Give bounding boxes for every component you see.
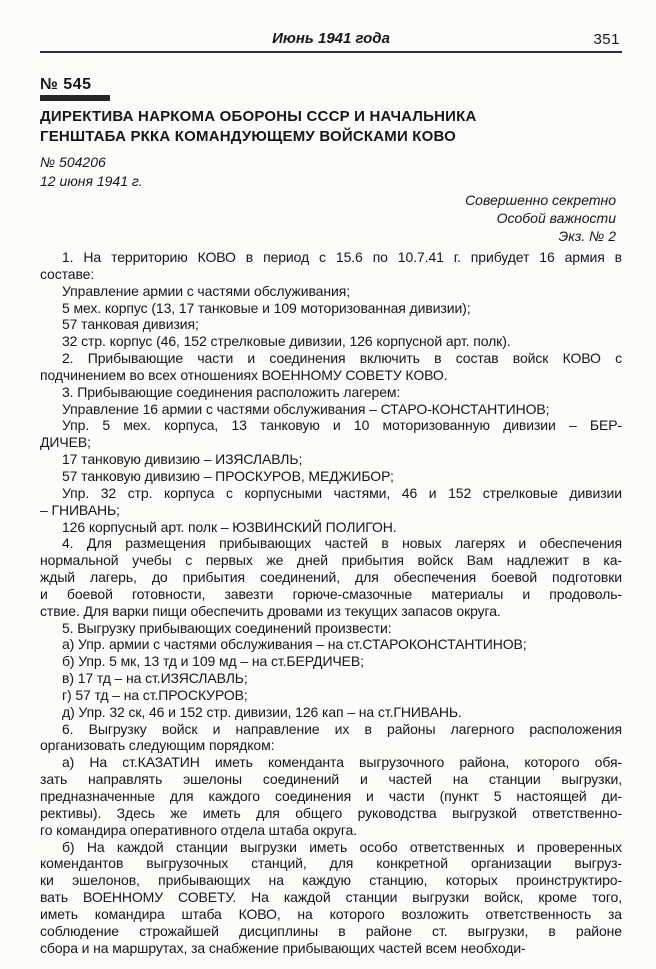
text-line: б) Упр. 5 мк, 13 тд и 109 мд – на ст.БЕРДИЧЕВ;	[62, 653, 364, 670]
text-line: 4. Для размещения прибывающих частей в новых лагерях и обеспечения	[62, 535, 622, 552]
text-line: 6. Выгрузку войск и направление их в районы лагерного расположения	[62, 720, 622, 737]
paragraph	[40, 350, 622, 384]
text-line: в) 17 тд – на ст.ИЗЯСЛАВЛЬ;	[62, 670, 248, 687]
text-line: го командира оперативного отдела штаба округа.	[40, 821, 358, 838]
paragraph	[40, 687, 622, 704]
doc-number-text: № 545	[40, 76, 92, 93]
paragraph	[40, 401, 622, 418]
classification-block	[40, 191, 622, 245]
text-line: ки эшелонов, прибывающих на каждую станцию, которых проинструктиро-	[40, 872, 622, 889]
header-rule	[40, 51, 622, 53]
text-line: 3. Прибывающие соединения расположить лагерем:	[62, 383, 401, 400]
doc-number-underline	[40, 95, 110, 101]
paragraph	[40, 485, 622, 519]
text-line: Особой важности	[496, 210, 616, 226]
document-body	[40, 249, 622, 956]
text-line: Упр. 5 мех. корпуса, 13 танковую и 10 моторизованную дивизии – БЕР-	[62, 417, 622, 434]
paragraph	[40, 535, 622, 619]
text-line: 2. Прибывающие части и соединения включить в состав войск КОВО с	[62, 350, 622, 367]
paragraph	[40, 620, 622, 637]
text-line: 1. На территорию КОВО в период с 15.6 по 10.7.41 г. прибудет 16 армия в	[62, 249, 622, 265]
text-line: ствие. Для варки пищи обеспечить дровами из текущих запасов округа.	[40, 602, 501, 619]
text-line: комендантов выгрузочных станций, для конкретной организации выгруз-	[40, 855, 622, 872]
doc-number	[40, 77, 622, 101]
text-line: иметь командира штаба КОВО, на которого возложить ответственность за	[40, 905, 622, 922]
text-line: рективы). Здесь же иметь для общего руководства выгрузкой ответственно-	[40, 804, 622, 821]
paragraph	[40, 249, 622, 283]
text-line: подчинением во всех отношениях ВОЕННОМУ СОВЕТУ КОВО.	[40, 366, 448, 383]
text-line: ждый лагерь, до прибытия соединений, для обеспечения боевой подготовки	[40, 569, 622, 586]
text-line: 17 танковую дивизию – ИЗЯСЛАВЛЬ;	[62, 451, 303, 468]
paragraph	[40, 468, 622, 485]
text-line: 57 танковую дивизию – ПРОСКУРОВ, МЕДЖИБОР;	[62, 467, 394, 484]
paragraph	[40, 316, 622, 333]
text-line: сбора и на маршрутах, за снабжение прибывающих частей всем необходи-	[40, 939, 526, 956]
text-line: 57 танковая дивизия;	[62, 316, 199, 333]
text-line: нормальной учебы с первых же дней прибытия войск Вам надлежит в ка-	[40, 552, 622, 569]
running-header	[40, 30, 622, 49]
text-line: предназначенные для каждого соединения и части (пункт 5 настоящей ди-	[40, 788, 622, 804]
text-line: организовать следующим порядком:	[40, 737, 275, 754]
paragraph	[40, 283, 622, 300]
text-line: Совершенно секретно	[465, 192, 616, 208]
text-line: Управление армии с частями обслуживания;	[62, 282, 350, 299]
text-line: вать ВОЕННОМУ СОВЕТУ. На каждой станции выгрузки войск, кроме того,	[40, 889, 622, 906]
paragraph	[40, 451, 622, 468]
paragraph	[40, 704, 622, 721]
paragraph	[40, 333, 622, 350]
paragraph	[40, 839, 622, 957]
text-line: зать направлять эшелоны соединений и частей на станции выгрузки,	[40, 771, 622, 788]
paragraph	[40, 384, 622, 401]
text-line: соблюдение строжайшей дисциплины в районе ст. выгрузки, в районе	[40, 922, 622, 939]
text-line: – ГНИВАНЬ;	[40, 501, 120, 518]
text-line: ДИЧЕВ;	[40, 434, 91, 451]
text-line: Управление 16 армии с частями обслуживания – СТАРО-КОНСТАНТИНОВ;	[62, 400, 550, 417]
doc-title	[40, 107, 622, 147]
paragraph	[40, 636, 622, 653]
text-line: 5. Выгрузку прибывающих соединений произвести:	[62, 619, 392, 636]
text-line: Упр. 32 стр. корпуса с корпусными частями, 46 и 152 стрелковые дивизии	[62, 484, 622, 501]
text-line: б) На каждой станции выгрузки иметь особо ответственных и проверенных	[62, 838, 622, 855]
paragraph	[40, 721, 622, 755]
text-line: г) 57 тд – на ст.ПРОСКУРОВ;	[62, 686, 248, 703]
page-number: 351	[593, 31, 620, 48]
text-line: и боевой готовности, завезти горюче-смазочные материалы и продоволь-	[40, 585, 622, 602]
text-line: ДИРЕКТИВА НАРКОМА ОБОРОНЫ СССР И НАЧАЛЬНИКА	[40, 108, 477, 125]
text-line: Экз. № 2	[558, 228, 616, 244]
paragraph	[40, 519, 622, 536]
text-line: а) Упр. армии с частями обслуживания – на ст.СТАРОКОНСТАНТИНОВ;	[62, 636, 527, 653]
text-line: ГЕНШТАБА РККА КОМАНДУЮЩЕМУ ВОЙСКАМИ КОВО	[40, 128, 457, 145]
text-line: составе:	[40, 265, 95, 282]
paragraph	[40, 300, 622, 317]
running-header-title: Июнь 1941 года	[272, 30, 390, 47]
text-line: а) На ст.КАЗАТИН иметь коменданта выгрузочного района, которого обя-	[62, 754, 622, 771]
paragraph	[40, 653, 622, 670]
paragraph	[40, 754, 622, 838]
doc-date: 12 июня 1941 г.	[40, 173, 143, 189]
text-line: д) Упр. 32 ск, 46 и 152 стр. дивизии, 126 кап – на ст.ГНИВАНЬ.	[62, 703, 462, 720]
text-line: 32 стр. корпус (46, 152 стрелковые дивизии, 126 корпусной арт. полк).	[62, 333, 511, 350]
text-line: 5 мех. корпус (13, 17 танковые и 109 моторизованная дивизии);	[62, 299, 471, 316]
paragraph	[40, 417, 622, 451]
text-line: 126 корпусный арт. полк – ЮЗВИНСКИЙ ПОЛИГОН.	[62, 518, 397, 535]
paragraph	[40, 670, 622, 687]
ref-number: № 504206	[40, 154, 106, 170]
